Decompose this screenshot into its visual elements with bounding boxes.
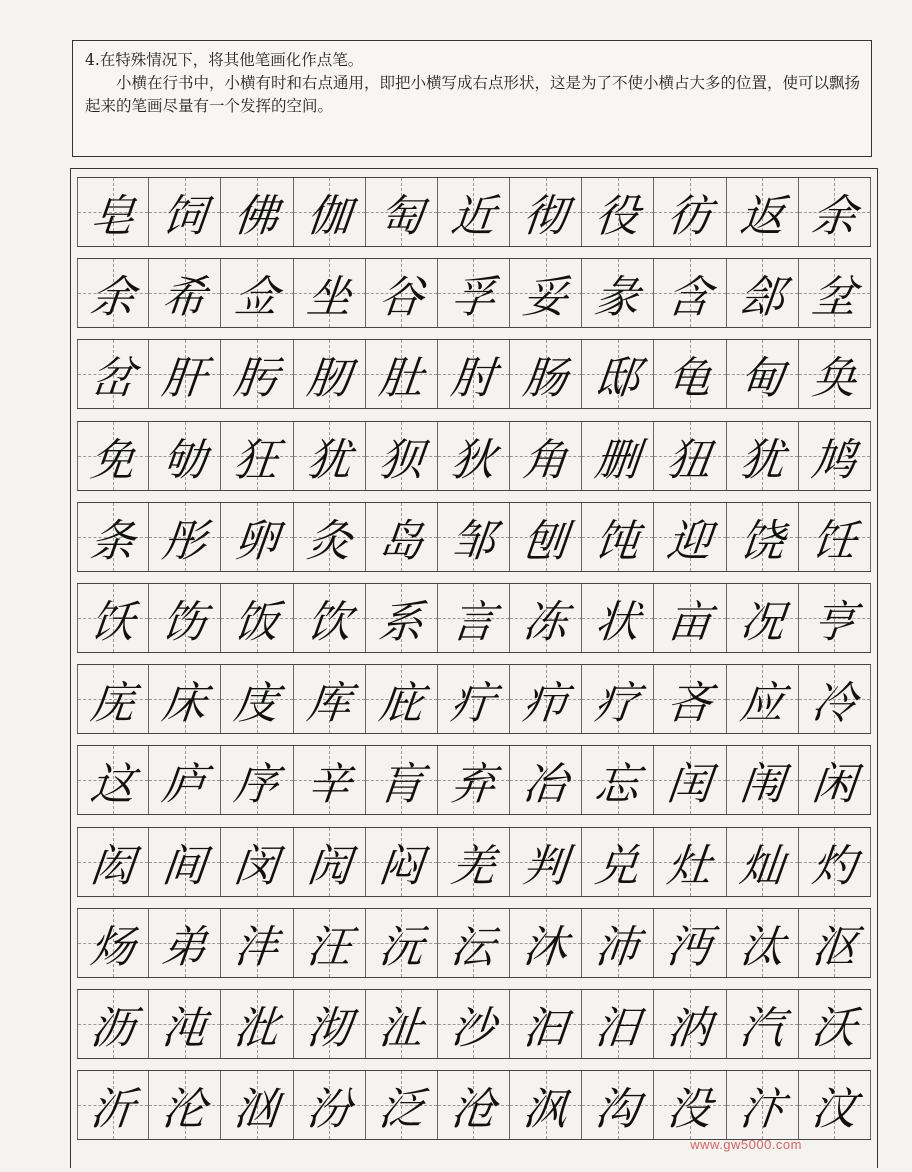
calligraphy-character: 角	[520, 435, 570, 486]
calligraphy-character: 间	[159, 841, 209, 892]
calligraphy-character: 汰	[736, 922, 787, 973]
calligraphy-character: 佥	[231, 272, 282, 323]
grid-cell	[77, 340, 149, 408]
grid-cell	[366, 340, 438, 408]
grid-cell	[654, 828, 726, 896]
grid-cell	[582, 584, 654, 652]
calligraphy-character: 佛	[231, 191, 282, 242]
grid-cell	[294, 665, 366, 733]
grid-row	[77, 339, 871, 409]
calligraphy-character: 庑	[87, 678, 138, 729]
calligraphy-character: 卵	[231, 516, 282, 567]
calligraphy-character: 亩	[664, 597, 715, 648]
calligraphy-character: 坌	[809, 272, 859, 323]
grid-cell	[294, 422, 366, 490]
grid-cell	[799, 828, 871, 896]
instruction-box	[72, 40, 872, 157]
calligraphy-character: 闷	[376, 841, 426, 892]
calligraphy-character: 亨	[809, 597, 859, 648]
calligraphy-character: 沧	[448, 1084, 498, 1135]
grid-cell	[654, 909, 726, 977]
grid-cell	[221, 665, 293, 733]
grid-row	[77, 1070, 871, 1140]
grid-cell	[221, 422, 293, 490]
grid-cell	[582, 828, 654, 896]
grid-cell	[582, 990, 654, 1058]
grid-cell	[438, 584, 510, 652]
calligraphy-character: 彷	[664, 191, 715, 242]
grid-cell	[727, 665, 799, 733]
grid-cell	[727, 990, 799, 1058]
calligraphy-character: 弃	[448, 759, 498, 810]
grid-cell	[654, 340, 726, 408]
calligraphy-character: 谷	[376, 272, 426, 323]
calligraphy-character: 状	[592, 597, 642, 648]
calligraphy-character: 冻	[520, 597, 570, 648]
calligraphy-character: 沤	[809, 922, 859, 973]
grid-cell	[582, 340, 654, 408]
calligraphy-character: 汩	[520, 1003, 570, 1054]
calligraphy-character: 沐	[520, 922, 570, 973]
grid-cell	[654, 990, 726, 1058]
calligraphy-character: 彤	[159, 516, 209, 567]
calligraphy-character: 汹	[231, 1084, 282, 1135]
grid-cell	[366, 909, 438, 977]
grid-cell	[654, 665, 726, 733]
calligraphy-character: 系	[376, 597, 426, 648]
calligraphy-character: 这	[87, 759, 138, 810]
grid-cell	[654, 1071, 726, 1139]
grid-cell	[727, 828, 799, 896]
calligraphy-character: 判	[520, 841, 570, 892]
calligraphy-character: 沟	[592, 1084, 642, 1135]
grid-cell	[77, 909, 149, 977]
grid-cell	[727, 909, 799, 977]
calligraphy-character: 狃	[664, 435, 715, 486]
grid-cell	[727, 422, 799, 490]
grid-cell	[366, 422, 438, 490]
grid-cell	[221, 746, 293, 814]
grid-cell	[149, 422, 221, 490]
grid-cell	[799, 665, 871, 733]
grid-cell	[510, 746, 582, 814]
calligraphy-character: 泛	[376, 1084, 426, 1135]
calligraphy-character: 沛	[592, 922, 642, 973]
calligraphy-character: 灿	[736, 841, 787, 892]
instruction-body: 小横在行书中，小横有时和右点通用，即把小横写成右点形状，这是为了不使小横占大多的位置，使可以飘扬起来的笔画尽量有一个发挥的空间。	[85, 74, 861, 115]
grid-cell	[727, 178, 799, 246]
calligraphy-character: 近	[448, 191, 498, 242]
grid-cell	[438, 828, 510, 896]
grid-cell	[149, 828, 221, 896]
calligraphy-character: 匋	[376, 191, 426, 242]
grid-cell	[582, 1071, 654, 1139]
grid-cell	[294, 340, 366, 408]
grid-cell	[366, 746, 438, 814]
grid-cell	[77, 746, 149, 814]
grid-cell	[510, 584, 582, 652]
calligraphy-character: 饫	[87, 597, 138, 648]
grid-cell	[510, 503, 582, 571]
grid-cell	[799, 1071, 871, 1139]
grid-cell	[727, 340, 799, 408]
calligraphy-character: 闶	[303, 841, 354, 892]
calligraphy-character: 郐	[736, 272, 787, 323]
grid-cell	[77, 259, 149, 327]
grid-cell	[366, 178, 438, 246]
calligraphy-character: 伽	[303, 191, 354, 242]
calligraphy-character: 条	[87, 516, 138, 567]
calligraphy-character: 鸠	[809, 435, 859, 486]
calligraphy-character: 汨	[592, 1003, 642, 1054]
calligraphy-character: 删	[592, 435, 642, 486]
grid-row	[77, 664, 871, 734]
grid-cell	[221, 503, 293, 571]
grid-cell	[366, 503, 438, 571]
calligraphy-character: 汾	[303, 1084, 354, 1135]
grid-cell	[294, 990, 366, 1058]
calligraphy-character: 饶	[736, 516, 787, 567]
grid-cell	[294, 746, 366, 814]
grid-cell	[510, 909, 582, 977]
calligraphy-character: 炀	[87, 922, 138, 973]
grid-cell	[799, 746, 871, 814]
calligraphy-character: 孚	[448, 272, 498, 323]
calligraphy-character: 肚	[376, 353, 426, 404]
instruction-heading: 4.在特殊情况下，将其他笔画化作点笔。	[85, 51, 364, 69]
grid-cell	[799, 503, 871, 571]
grid-cell	[438, 909, 510, 977]
grid-cell	[582, 665, 654, 733]
calligraphy-character: 沣	[231, 922, 282, 973]
calligraphy-character: 灼	[809, 841, 859, 892]
calligraphy-character: 劬	[159, 435, 209, 486]
grid-cell	[510, 828, 582, 896]
calligraphy-character: 沦	[159, 1084, 209, 1135]
grid-cell	[438, 1071, 510, 1139]
grid-cell	[438, 178, 510, 246]
grid-cell	[582, 909, 654, 977]
grid-cell	[654, 746, 726, 814]
calligraphy-character: 闳	[87, 841, 138, 892]
calligraphy-character: 没	[664, 1084, 715, 1135]
calligraphy-character: 犹	[303, 435, 354, 486]
calligraphy-character: 饲	[159, 191, 209, 242]
calligraphy-character: 兑	[592, 841, 642, 892]
calligraphy-character: 肝	[159, 353, 209, 404]
calligraphy-character: 灶	[664, 841, 715, 892]
calligraphy-character: 希	[159, 272, 209, 323]
grid-cell	[582, 746, 654, 814]
grid-cell	[727, 503, 799, 571]
calligraphy-character: 床	[159, 678, 209, 729]
calligraphy-character: 沙	[448, 1003, 498, 1054]
grid-cell	[77, 665, 149, 733]
grid-cell	[149, 503, 221, 571]
calligraphy-character: 庋	[231, 678, 282, 729]
calligraphy-character: 岛	[376, 516, 426, 567]
grid-cell	[438, 990, 510, 1058]
grid-cell	[654, 259, 726, 327]
calligraphy-character: 肕	[303, 353, 354, 404]
grid-cell	[221, 1071, 293, 1139]
calligraphy-character: 沏	[303, 1003, 354, 1054]
calligraphy-character: 肟	[231, 353, 282, 404]
calligraphy-character: 肘	[448, 353, 498, 404]
calligraphy-character: 饭	[231, 597, 282, 648]
grid-cell	[654, 422, 726, 490]
grid-cell	[799, 584, 871, 652]
grid-cell	[149, 584, 221, 652]
calligraphy-character: 饬	[159, 597, 209, 648]
calligraphy-character: 沔	[664, 922, 715, 973]
grid-cell	[510, 422, 582, 490]
grid-cell	[799, 990, 871, 1058]
grid-cell	[727, 1071, 799, 1139]
calligraphy-character: 灸	[303, 516, 354, 567]
grid-row	[77, 745, 871, 815]
grid-cell	[727, 746, 799, 814]
calligraphy-character: 余	[809, 191, 859, 242]
grid-cell	[799, 259, 871, 327]
calligraphy-character: 饪	[809, 516, 859, 567]
calligraphy-character: 免	[87, 435, 138, 486]
grid-cell	[510, 665, 582, 733]
calligraphy-character: 彻	[520, 191, 570, 242]
grid-cell	[294, 259, 366, 327]
grid-cell	[149, 340, 221, 408]
grid-cell	[294, 584, 366, 652]
grid-cell	[510, 990, 582, 1058]
calligraphy-character: 妥	[520, 272, 570, 323]
calligraphy-character: 饨	[592, 516, 642, 567]
grid-cell	[582, 259, 654, 327]
grid-cell	[77, 1071, 149, 1139]
grid-row	[77, 421, 871, 491]
grid-cell	[221, 990, 293, 1058]
calligraphy-character: 汽	[736, 1003, 787, 1054]
grid-cell	[510, 178, 582, 246]
grid-cell	[149, 259, 221, 327]
calligraphy-character: 肓	[376, 759, 426, 810]
grid-cell	[654, 584, 726, 652]
calligraphy-character: 龟	[664, 353, 715, 404]
calligraphy-character: 辛	[303, 759, 354, 810]
calligraphy-character: 疖	[520, 678, 570, 729]
calligraphy-character: 汪	[303, 922, 354, 973]
calligraphy-character: 汶	[809, 1084, 859, 1135]
grid-cell	[77, 584, 149, 652]
grid-cell	[438, 665, 510, 733]
calligraphy-character: 羌	[448, 841, 498, 892]
grid-row	[77, 502, 871, 572]
grid-cell	[149, 909, 221, 977]
grid-row	[77, 989, 871, 1059]
grid-cell	[77, 828, 149, 896]
calligraphy-character: 皂	[87, 191, 138, 242]
calligraphy-character: 闲	[809, 759, 859, 810]
grid-cell	[799, 422, 871, 490]
grid-cell	[294, 178, 366, 246]
grid-row	[77, 258, 871, 328]
calligraphy-character: 邹	[448, 516, 498, 567]
grid-cell	[221, 178, 293, 246]
calligraphy-character: 沅	[376, 922, 426, 973]
grid-row	[77, 583, 871, 653]
calligraphy-character: 含	[664, 272, 715, 323]
grid-cell	[149, 746, 221, 814]
calligraphy-character: 弟	[159, 922, 209, 973]
calligraphy-character: 余	[87, 272, 138, 323]
calligraphy-character: 刨	[520, 516, 570, 567]
calligraphy-character: 沂	[87, 1084, 138, 1135]
calligraphy-character: 沌	[159, 1003, 209, 1054]
grid-cell	[294, 828, 366, 896]
grid-cell	[654, 503, 726, 571]
grid-cell	[221, 340, 293, 408]
calligraphy-character: 言	[448, 597, 498, 648]
calligraphy-character: 肠	[520, 353, 570, 404]
calligraphy-character: 沥	[87, 1003, 138, 1054]
calligraphy-character: 闱	[736, 759, 787, 810]
calligraphy-character: 冷	[809, 678, 859, 729]
calligraphy-character: 狈	[376, 435, 426, 486]
calligraphy-character: 忘	[592, 759, 642, 810]
grid-cell	[366, 828, 438, 896]
grid-cell	[294, 1071, 366, 1139]
calligraphy-character: 彖	[592, 272, 642, 323]
grid-cell	[221, 259, 293, 327]
grid-cell	[149, 990, 221, 1058]
grid-cell	[149, 665, 221, 733]
calligraphy-character: 狂	[231, 435, 282, 486]
calligraphy-character: 坐	[303, 272, 354, 323]
grid-cell	[294, 503, 366, 571]
calligraphy-character: 沚	[376, 1003, 426, 1054]
calligraphy-character: 冶	[520, 759, 570, 810]
calligraphy-character: 闰	[664, 759, 715, 810]
grid-cell	[221, 584, 293, 652]
grid-cell	[77, 503, 149, 571]
calligraphy-character: 奂	[809, 353, 859, 404]
calligraphy-character: 犹	[736, 435, 787, 486]
grid-cell	[438, 422, 510, 490]
grid-cell	[510, 259, 582, 327]
grid-cell	[510, 1071, 582, 1139]
grid-cell	[149, 178, 221, 246]
calligraphy-character: 邸	[592, 353, 642, 404]
grid-cell	[799, 178, 871, 246]
grid-cell	[149, 1071, 221, 1139]
grid-cell	[582, 422, 654, 490]
grid-cell	[366, 665, 438, 733]
grid-cell	[799, 909, 871, 977]
calligraphy-character: 汴	[736, 1084, 787, 1135]
calligraphy-character: 迎	[664, 516, 715, 567]
grid-cell	[799, 340, 871, 408]
calligraphy-character: 库	[303, 678, 354, 729]
calligraphy-character: 岔	[87, 353, 138, 404]
grid-cell	[438, 746, 510, 814]
calligraphy-character: 闵	[231, 841, 282, 892]
grid-cell	[438, 503, 510, 571]
calligraphy-character: 应	[736, 678, 787, 729]
grid-row	[77, 827, 871, 897]
calligraphy-character: 吝	[664, 678, 715, 729]
grid-cell	[366, 990, 438, 1058]
grid-cell	[221, 828, 293, 896]
calligraphy-character: 沨	[520, 1084, 570, 1135]
calligraphy-character: 饮	[303, 597, 354, 648]
practice-grid	[70, 168, 878, 1168]
grid-row	[77, 908, 871, 978]
grid-cell	[366, 1071, 438, 1139]
grid-cell	[77, 178, 149, 246]
calligraphy-character: 况	[736, 597, 787, 648]
calligraphy-character: 疗	[592, 678, 642, 729]
grid-row	[77, 177, 871, 247]
grid-cell	[77, 990, 149, 1058]
calligraphy-character: 汭	[664, 1003, 715, 1054]
calligraphy-character: 序	[231, 759, 282, 810]
grid-cell	[510, 340, 582, 408]
grid-cell	[77, 422, 149, 490]
grid-cell	[366, 584, 438, 652]
calligraphy-character: 返	[736, 191, 787, 242]
calligraphy-character: 庐	[159, 759, 209, 810]
grid-cell	[438, 259, 510, 327]
calligraphy-character: 沘	[231, 1003, 282, 1054]
grid-cell	[654, 178, 726, 246]
calligraphy-character: 役	[592, 191, 642, 242]
calligraphy-character: 沄	[448, 922, 498, 973]
grid-cell	[438, 340, 510, 408]
grid-cell	[582, 178, 654, 246]
grid-cell	[221, 909, 293, 977]
calligraphy-character: 甸	[736, 353, 787, 404]
grid-cell	[582, 503, 654, 571]
calligraphy-character: 沃	[809, 1003, 859, 1054]
grid-cell	[366, 259, 438, 327]
calligraphy-character: 庇	[376, 678, 426, 729]
watermark-url: www.gw5000.com	[690, 1137, 802, 1152]
grid-cell	[727, 259, 799, 327]
grid-cell	[727, 584, 799, 652]
grid-cell	[294, 909, 366, 977]
calligraphy-character: 狄	[448, 435, 498, 486]
calligraphy-character: 疔	[448, 678, 498, 729]
